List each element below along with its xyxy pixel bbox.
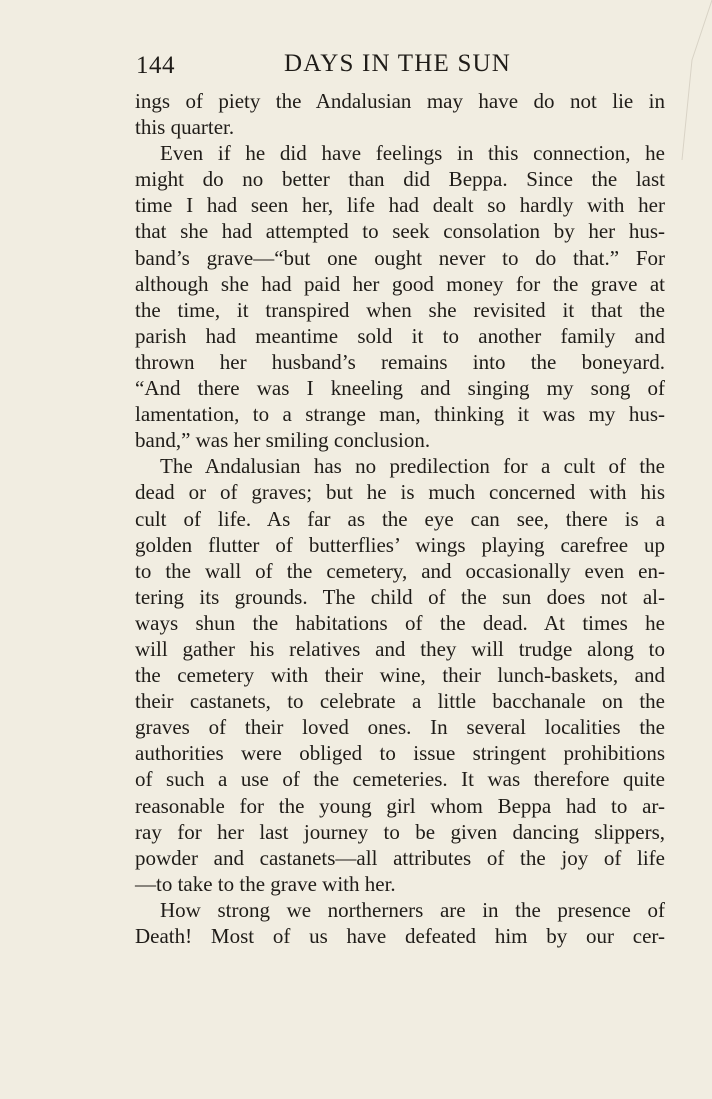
text-line: that she had attempted to seek consolation by her hus-	[135, 219, 665, 244]
body-text	[135, 88, 665, 949]
text-line: cult of life. As far as the eye can see, there is a	[135, 506, 665, 531]
text-line: band’s grave—“but one ought never to do that.” For	[135, 245, 665, 270]
text-line: powder and castanets—all attributes of the joy of life	[135, 845, 665, 870]
text-line: the time, it transpired when she revisited it that the	[135, 297, 665, 322]
text-line: reasonable for the young girl whom Beppa had to ar-	[135, 793, 665, 818]
text-line: Even if he did have feelings in this connection, he	[160, 141, 665, 166]
text-line: to the wall of the cemetery, and occasionally even en-	[135, 558, 665, 583]
text-line: tering its grounds. The child of the sun does not al-	[135, 584, 665, 609]
text-line: lamentation, to a strange man, thinking it was my hus-	[135, 402, 665, 427]
running-title: DAYS IN THE SUN	[284, 50, 512, 77]
page-number: 144	[136, 52, 175, 79]
text-line: might do no better than did Beppa. Since the last	[135, 167, 665, 192]
text-line: “And there was I kneeling and singing my song of	[135, 376, 665, 401]
text-line: their castanets, to celebrate a little bacchanale on the	[135, 689, 665, 714]
text-line: dead or of graves; but he is much concerned with his	[135, 480, 665, 505]
text-line: although she had paid her good money for the grave at	[135, 271, 665, 296]
text-line: ings of piety the Andalusian may have do not lie in	[135, 89, 665, 113]
text-line: authorities were obliged to issue stringent prohibitions	[135, 741, 665, 766]
text-line: time I had seen her, life had dealt so hardly with her	[135, 193, 665, 218]
text-line: graves of their loved ones. In several localities the	[135, 715, 665, 740]
text-line: golden flutter of butterflies’ wings playing carefree up	[135, 532, 665, 557]
page-edge-decoration	[672, 0, 712, 1099]
text-line: How strong we northerners are in the presence of	[160, 897, 665, 922]
text-line: thrown her husband’s remains into the boneyard.	[135, 349, 665, 374]
text-line: of such a use of the cemeteries. It was therefore quite	[135, 767, 665, 792]
text-line: band,” was her smiling conclusion.	[135, 428, 431, 453]
text-line: ways shun the habitations of the dead. At times he	[135, 610, 665, 635]
text-line: parish had meantime sold it to another family and	[135, 323, 665, 348]
text-line: will gather his relatives and they will trudge along to	[135, 636, 665, 661]
text-line: The Andalusian has no predilection for a cult of the	[160, 454, 665, 479]
text-line: Death! Most of us have defeated him by our cer-	[135, 924, 665, 948]
text-line: the cemetery with their wine, their lunch-baskets, and	[135, 663, 665, 688]
running-head	[136, 50, 666, 80]
text-line: this quarter.	[135, 115, 235, 140]
text-line: —to take to the grave with her.	[135, 871, 396, 896]
text-line: ray for her last journey to be given dancing slippers,	[135, 819, 665, 844]
